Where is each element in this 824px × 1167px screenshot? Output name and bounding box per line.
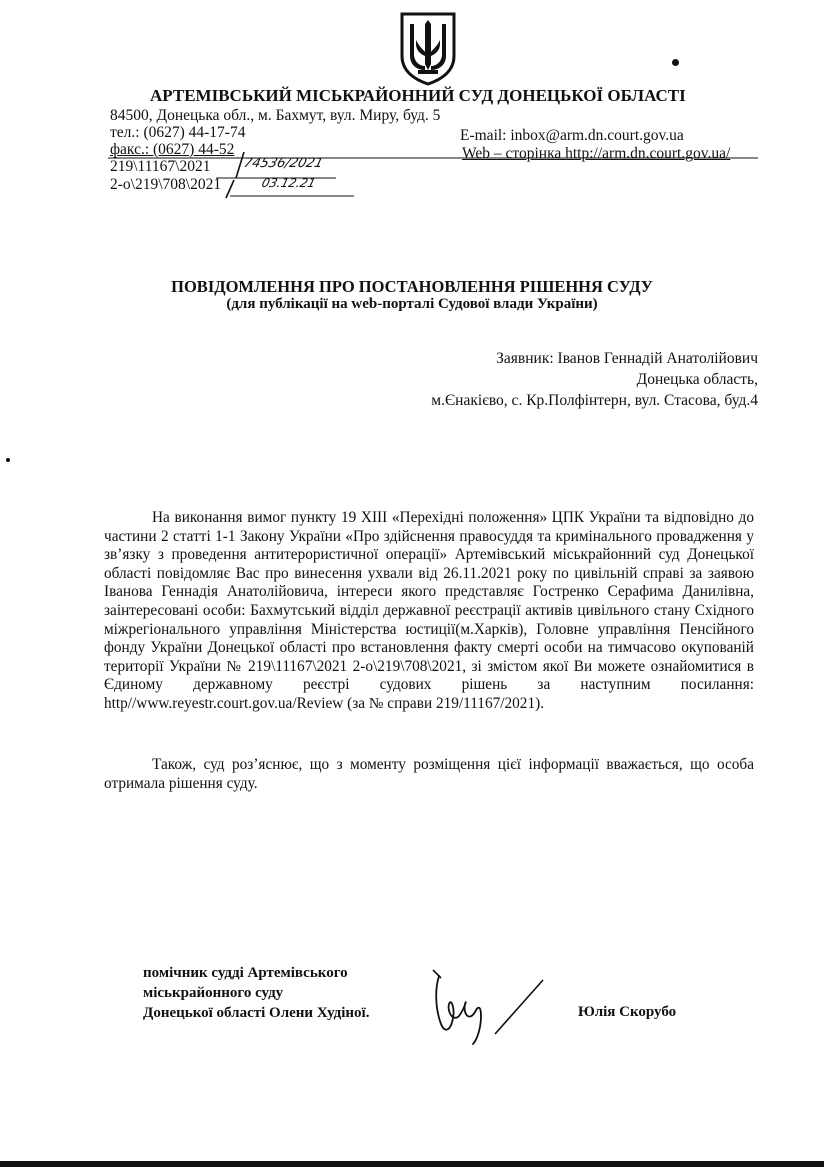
signatory-name: Юлія Скорубо (578, 1004, 677, 1020)
court-email: E-mail: inbox@arm.dn.court.gov.ua (460, 127, 684, 144)
court-fax: факс.: (0627) 44-52 (110, 141, 235, 158)
court-address: 84500, Донецька обл., м. Бахмут, вул. Миру, буд. 5 (110, 107, 441, 124)
handwritten-registration-number: 74536/2021 (242, 156, 325, 171)
court-phone: тел.: (0627) 44-17-74 (110, 124, 246, 141)
scan-speck (672, 59, 679, 66)
web-label: Web – сторінка (462, 145, 566, 162)
signatory-line-1: помічник судді Артемівського (143, 965, 348, 981)
web-link[interactable]: http://arm.dn.court.gov.ua/ (565, 145, 731, 162)
scan-speck (6, 458, 10, 462)
case-number-1: 219\11167\2021 (110, 158, 211, 175)
applicant-region: Донецька область, (636, 371, 758, 388)
notice-clarification (104, 756, 754, 793)
applicant-address: м.Єнакієво, с. Кр.Полфінтерн, вул. Стасова, буд.4 (431, 392, 758, 409)
coat-of-arms-emblem (396, 10, 460, 86)
signatory-position (143, 963, 369, 1023)
notice-subtitle: (для публікації на web-порталі Судової влади України) (226, 296, 598, 312)
case-number-2: 2-о\219\708\2021 (110, 176, 222, 193)
handwritten-registration-date: 03.12.21 (260, 176, 318, 190)
body-paragraph-2: Також, суд роз’яснює, що з моменту розміщення цієї інформації вважається, що особа отримала рішення суду. (104, 756, 754, 792)
signatory-line-2: міськрайонного суду (143, 985, 284, 1001)
applicant-block (431, 348, 758, 411)
signatory-line-3: Донецької області Олени Худіної. (143, 1005, 370, 1021)
applicant-name: Заявник: Іванов Геннадій Анатолійович (496, 350, 758, 367)
handwritten-signature (425, 968, 555, 1048)
notice-title: ПОВІДОМЛЕННЯ ПРО ПОСТАНОВЛЕННЯ РІШЕННЯ СУДУ (171, 277, 653, 296)
scan-bottom-edge (0, 1161, 824, 1167)
notice-body (104, 509, 754, 714)
body-paragraph-1: На виконання вимог пункту 19 ХІІІ «Перехідні положення» ЦПК України та відповідно до частини 2 статті 1-1 Закону України «Про здійснення правосуддя та кримінального провадження у зв’язку з проведення антитерористичної операції» Артемівський міськрайонний суд Донецької області повідомляє Вас про винесення ухвали від 26.11.2021 року по цивільній справі за заявою Іванова Геннадія Анатолійовича, інтереси якого представляє Гостренко Серафима Данилівна, заінтересовані особи: Бахмутський відділ державної реєстрації активів цивільного стану Східного міжрегіонального управління Міністерства юстиції(м.Харків), Головне управління Пенсійного фонду України Донецької області про встановлення факту смерті особи на тимчасово окупованій території України № 219\11167\2021 2-о\219\708\2021, зі змістом якої Ви можете ознайомитися в Єдиному державному реєстрі судових рішень за наступним посилання: http//www.reyestr.court.gov.ua/Review (за № справи 219/11167/2021). (104, 509, 754, 712)
court-name: АРТЕМІВСЬКИЙ МІСЬКРАЙОННИЙ СУД ДОНЕЦЬКОЇ ОБЛАСТІ (150, 86, 686, 105)
